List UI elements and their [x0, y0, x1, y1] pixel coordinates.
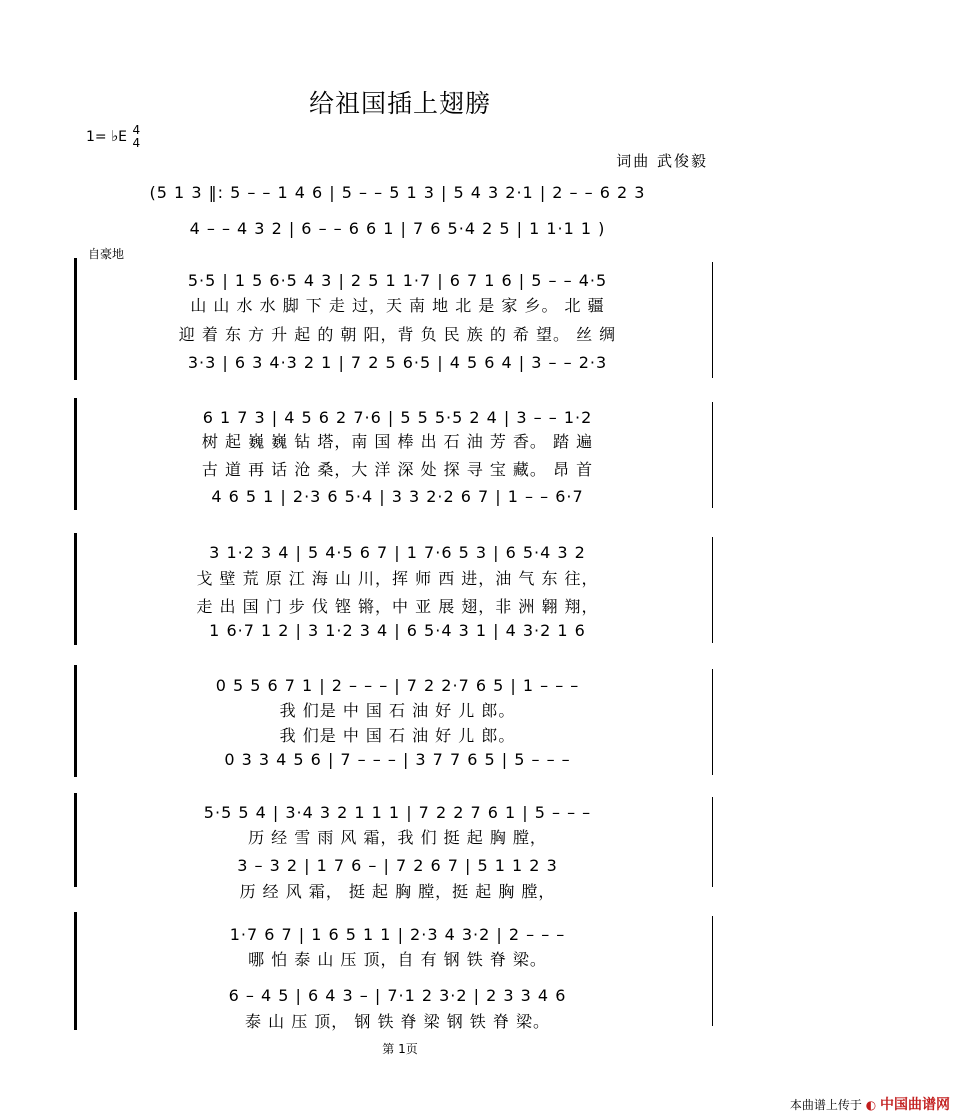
system-4-lyric-1: 我 们是 中 国 石 油 好 儿 郎。 [279, 700, 516, 720]
upload-credit [790, 1094, 950, 1114]
system-bracket [74, 793, 77, 887]
system-1-top-notes: 5·5 | 1 5 6·5 4 3 | 2 5 1 1·7 | 6 7 1 6 | 5 – – 4·5 [187, 270, 608, 290]
system-5-lyric-2: 历 经 风 霜， 挺 起 胸 膛，挺 起 胸 膛， [239, 881, 556, 901]
system-2-lyric-2: 古 道 再 话 沧 桑，大 洋 深 处 探 寻 宝 藏。 昂 首 [201, 459, 594, 479]
key-note: E [118, 129, 128, 145]
intro-line-1: (5 1 3 ‖: 5 – – 1 4 6 | 5 – – 5 1 3 | 5 4 3 2·1 | 2 – – 6 2 3 [149, 182, 646, 202]
system-6-lyric-2: 泰 山 压 顶， 钢 铁 脊 梁 钢 铁 脊 梁。 [245, 1011, 550, 1031]
system-2-lyric-1: 树 起 巍 巍 钻 塔，南 国 棒 出 石 油 芳 香。 踏 遍 [201, 431, 594, 451]
system-bracket [74, 665, 77, 777]
system-1-bottom-notes: 3·3 | 6 3 4·3 2 1 | 7 2 5 6·5 | 4 5 6 4 | 3 – – 2·3 [187, 352, 608, 372]
system-3-lyric-2: 走 出 国 门 步 伐 铿 锵，中 亚 展 翅，非 洲 翱 翔， [196, 596, 599, 616]
page-number: 第 1页 [382, 1042, 418, 1056]
system-1-lyric-1: 山 山 水 水 脚 下 走 过，天 南 地 北 是 家 乡。 北 疆 [190, 295, 605, 315]
composer-credit: 词曲 武俊毅 [616, 152, 708, 170]
system-6-top-notes: 1·7 6 7 | 1 6 5 1 1 | 2·3 4 3·2 | 2 – – – [229, 924, 566, 944]
flat-icon: ♭ [111, 127, 119, 145]
system-bracket [74, 912, 77, 1030]
system-1-lyric-2: 迎 着 东 方 升 起 的 朝 阳，背 负 民 族 的 希 望。 丝 绸 [178, 324, 617, 344]
system-3-bottom-notes: 1 6·7 1 2 | 3 1·2 3 4 | 6 5·4 3 1 | 4 3·2 1 6 [209, 620, 586, 640]
site-logo-icon: ◐ [865, 1098, 877, 1112]
upload-text: 本曲谱上传于 [789, 1098, 862, 1112]
site-name: 中国曲谱网 [880, 1097, 950, 1113]
system-3-top-notes: 3 1·2 3 4 | 5 4·5 6 7 | 1 7·6 5 3 | 6 5·4 3 2 [209, 542, 586, 562]
system-4-lyric-2: 我 们是 中 国 石 油 好 儿 郎。 [279, 725, 516, 745]
system-6-lyric-1: 哪 怕 泰 山 压 顶，自 有 钢 铁 脊 梁。 [248, 949, 547, 969]
expression-mark: 自豪地 [88, 247, 125, 261]
system-bracket [74, 258, 77, 380]
song-title: 给祖国插上翅膀 [308, 89, 491, 118]
system-5-bottom-notes: 3 – 3 2 | 1 7 6 – | 7 2 6 7 | 5 1 1 2 3 [237, 855, 558, 875]
system-3-lyric-1: 戈 壁 荒 原 江 海 山 川，挥 师 西 进，油 气 东 往， [196, 568, 599, 588]
system-bracket [74, 398, 77, 510]
intro-line-2: 4 – – 4 3 2 | 6 – – 6 6 1 | 7 6 5·4 2 5 | 1 1·1 1 ) [189, 218, 606, 238]
time-top: 4 [132, 123, 141, 137]
system-4-bottom-notes: 0 3 3 4 5 6 | 7 – – – | 3 7 7 6 5 | 5 – – – [224, 749, 571, 769]
system-bracket [74, 533, 77, 645]
system-2-bottom-notes: 4 6 5 1 | 2·3 6 5·4 | 3 3 2·2 6 7 | 1 – – 6·7 [211, 486, 584, 506]
system-6-bottom-notes: 6 – 4 5 | 6 4 3 – | 7·1 2 3·2 | 2 3 3 4 6 [228, 985, 567, 1005]
system-2-top-notes: 6 1 7 3 | 4 5 6 2 7·6 | 5 5 5·5 2 4 | 3 – – 1·2 [202, 407, 593, 427]
time-signature [132, 124, 140, 150]
system-4-top-notes: 0 5 5 6 7 1 | 2 – – – | 7 2 2·7 6 5 | 1 – – – [215, 675, 580, 695]
key-prefix: 1= [86, 129, 107, 145]
system-5-top-notes: 5·5 5 4 | 3·4 3 2 1 1 1 | 7 2 2 7 6 1 | 5 – – – [203, 802, 592, 822]
time-bottom: 4 [132, 136, 141, 150]
key-signature [86, 124, 140, 150]
system-5-lyric-1: 历 经 雪 雨 风 霜，我 们 挺 起 胸 膛， [248, 827, 547, 847]
